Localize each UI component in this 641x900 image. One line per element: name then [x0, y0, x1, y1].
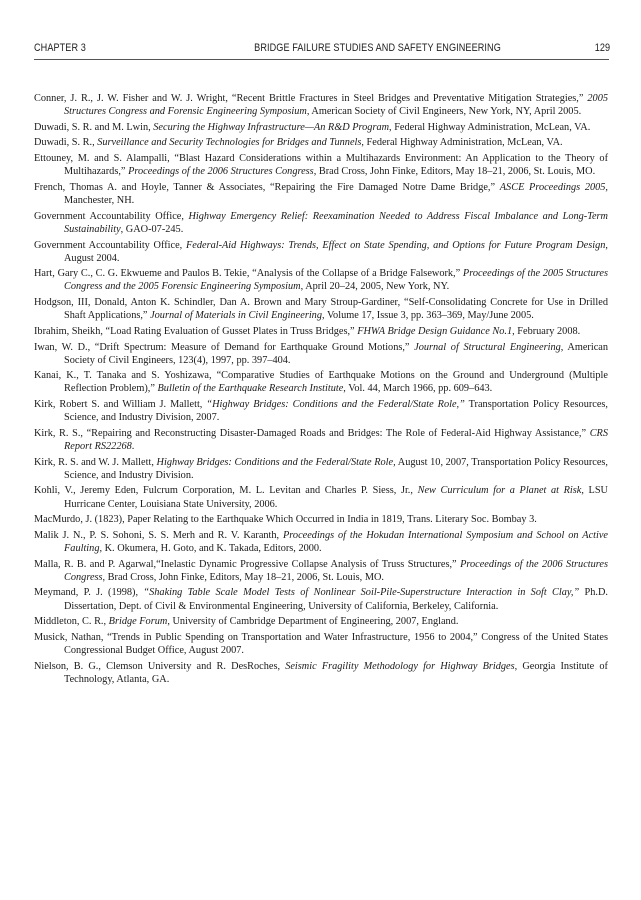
page-number: 129 — [594, 42, 611, 54]
reference-entry: Iwan, W. D., “Drift Spectrum: Measure of Demand for Earthquake Ground Motions,” Journal of Structural Engineering, American Society of Civil Engineers, 123(4), 1997, pp. 397–404. — [34, 341, 608, 366]
reference-list — [34, 92, 608, 689]
reference-entry: Conner, J. R., J. W. Fisher and W. J. Wright, “Recent Brittle Fractures in Steel Bridges and Preventative Mitigation Strategies,” 2005 Structures Congress and Forensic Engineering Symposium, American Society of Civil Engineers, New York, NY, April 2005. — [34, 93, 608, 118]
reference-entry: Meymand, P. J. (1998), “Shaking Table Scale Model Tests of Nonlinear Soil-Pile-Superstructure Interaction in Soft Clay,” Ph.D. Dissertation, Dept. of Civil & Environmental Engineering, University of California, Berkeley, California. — [34, 587, 608, 612]
reference-entry: Duwadi, S. R. and M. Lwin, Securing the Highway Infrastructure—An R&D Program, Federal Highway Administration, McLean, VA. — [34, 121, 591, 133]
reference-entry: Hart, Gary C., C. G. Ekwueme and Paulos B. Tekie, “Analysis of the Collapse of a Bridge Falsework,” Proceedings of the 2005 Structures Congress and the 2005 Forensic Engineering Symposium, April 20–24, 2005, New York, NY. — [34, 268, 609, 293]
reference-entry: Musick, Nathan, “Trends in Public Spending on Transportation and Water Infrastructure, 1956 to 2004,” Congress of the United States Congressional Budget Office, August 2007. — [34, 631, 608, 657]
reference-entry: Government Accountability Office, Highway Emergency Relief: Reexamination Needed to Address Fiscal Imbalance and Long-Term Sustainability, GAO-07-245. — [34, 210, 608, 235]
chapter-title: BRIDGE FAILURE STUDIES AND SAFETY ENGINEERING — [254, 42, 501, 54]
reference-entry: Kirk, R. S., “Repairing and Reconstructing Disaster-Damaged Roads and Bridges: The Role of Federal-Aid Highway Assistance,” CRS Report RS22268. — [34, 427, 608, 452]
reference-entry: French, Thomas A. and Hoyle, Tanner & Associates, “Repairing the Fire Damaged Notre Dame Bridge,” ASCE Proceedings 2005, Manchester, NH. — [34, 181, 608, 207]
reference-entry: Malla, R. B. and P. Agarwal,“Inelastic Dynamic Progressive Collapse Analysis of Truss Structures,” Proceedings of the 2006 Structures Congress, Brad Cross, John Finke, Editors, May 18–21, 2006, St. Louis, MO. — [34, 558, 608, 583]
reference-entry: Malik J. N., P. S. Sohoni, S. S. Merh and R. V. Karanth, Proceedings of the Hokudan International Symposium and School on Active Faulting, K. Okumera, H. Goto, and K. Takada, Editors, 2000. — [34, 529, 609, 554]
reference-entry: MacMurdo, J. (1823), Paper Relating to the Earthquake Which Occurred in India in 1819, Trans. Literary Soc. Bombay 3. — [34, 514, 537, 526]
reference-entry: Ibrahim, Sheikh, “Load Rating Evaluation of Gusset Plates in Truss Bridges,” FHWA Bridge Design Guidance No.1, February 2008. — [34, 325, 581, 337]
reference-entry: Nielson, B. G., Clemson University and R. DesRoches, Seismic Fragility Methodology for Highway Bridges, Georgia Institute of Technology, Atlanta, GA. — [34, 660, 608, 685]
reference-entry: Kohli, V., Jeremy Eden, Fulcrum Corporation, M. L. Levitan and Charles P. Siess, Jr., New Curriculum for a Planet at Risk, LSU Hurricane Center, Louisiana State University, 2006. — [34, 485, 608, 510]
reference-entry: Kanai, K., T. Tanaka and S. Yoshizawa, “Comparative Studies of Earthquake Motions on the Ground and Underground (Multiple Reflection Problem),” Bulletin of the Earthquake Research Institute, Vol. 44, March 1966, pp. 609–643. — [34, 370, 608, 395]
reference-entry: Kirk, R. S. and W. J. Mallett, Highway Bridges: Conditions and the Federal/State Role, August 10, 2007, Transportation Policy Resources, Science, and Industry Division. — [34, 456, 608, 481]
header-rule — [34, 59, 609, 60]
chapter-label: CHAPTER 3 — [34, 42, 86, 54]
reference-entry: Middleton, C. R., Bridge Forum, University of Cambridge Department of Engineering, 2007, England. — [34, 616, 459, 628]
reference-entry: Hodgson, III, Donald, Anton K. Schindler, Dan A. Brown and Mary Stroup-Gardiner, “Self-Consolidating Concrete for Use in Drilled Shaft Applications,” Journal of Materials in Civil Engineering, Volume 17, Issue 3, pp. 363–369, May/June 2005. — [34, 297, 608, 322]
reference-entry: Ettouney, M. and S. Alampalli, “Blast Hazard Considerations within a Multihazards Environment: An Application to the Theory of Multihazards,” Proceedings of the 2006 Structures Congress, Brad Cross, John Finke, Editors, May 18–21, 2006, St. Louis, MO. — [34, 153, 608, 178]
running-header — [34, 42, 610, 58]
reference-entry: Government Accountability Office, Federal-Aid Highways: Trends, Effect on State Spending, and Options for Future Program Design, August 2004. — [34, 239, 608, 264]
reference-entry: Duwadi, S. R., Surveillance and Security Technologies for Bridges and Tunnels, Federal Highway Administration, McLean, VA. — [34, 137, 563, 149]
reference-entry: Kirk, Robert S. and William J. Mallett, “Highway Bridges: Conditions and the Federal/State Role,” Transportation Policy Resources, Science, and Industry Division, 2007. — [34, 399, 608, 424]
